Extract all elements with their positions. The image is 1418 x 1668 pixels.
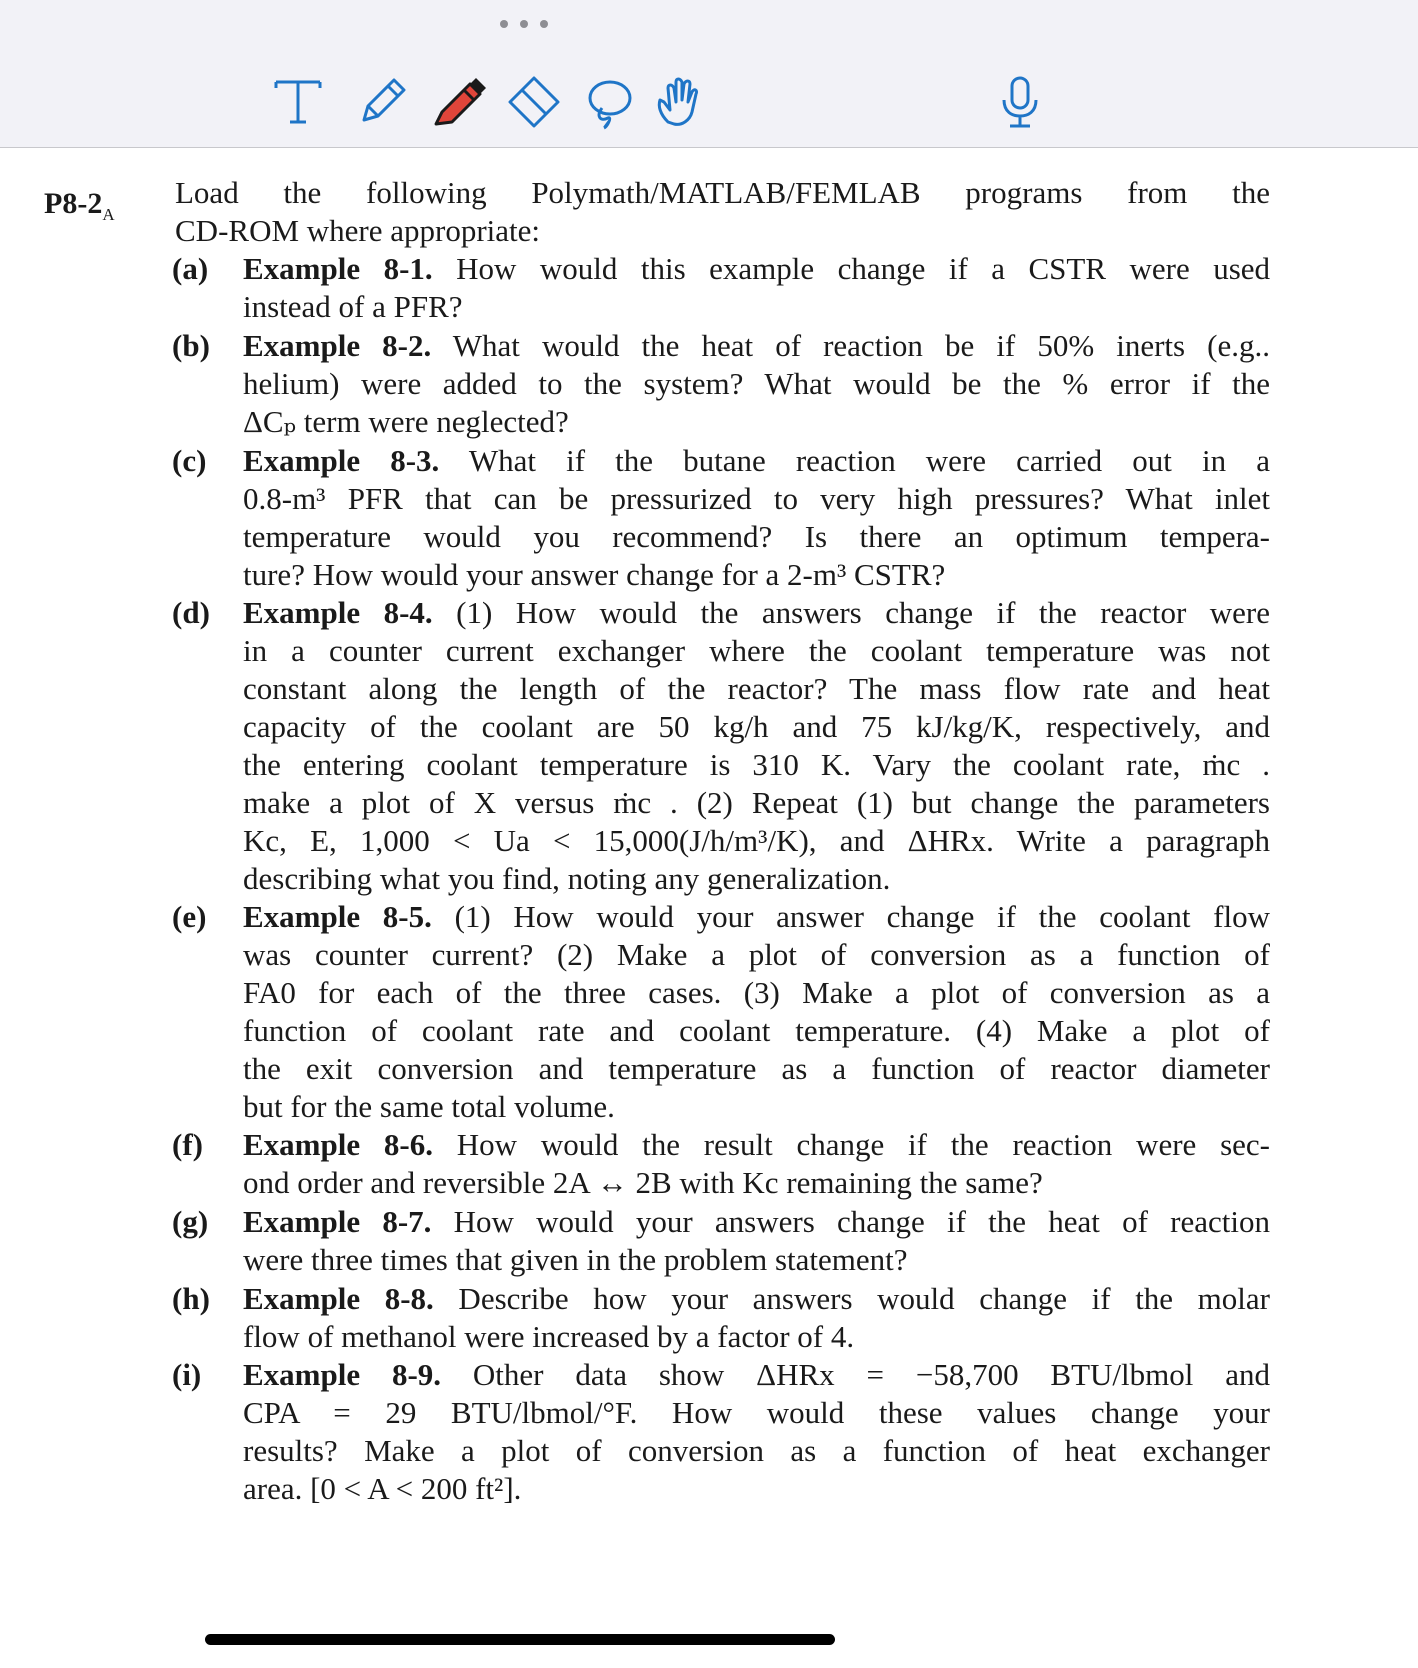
example-ref: Example 8-9. [243, 1357, 442, 1392]
example-ref: Example 8-6. [243, 1127, 433, 1162]
example-ref: Example 8-7. [243, 1204, 432, 1239]
eraser-icon [504, 72, 564, 132]
part-d-line-2: in a counter current exchanger where the coolant temperature was not [243, 633, 1270, 668]
part-e-line-4: function of coolant rate and coolant temperature. (4) Make a plot of [243, 1013, 1270, 1048]
intro-line-1: Load the following Polymath/MATLAB/FEMLAB programs from the [175, 175, 1270, 210]
part-c-line-1 [243, 441, 1270, 481]
example-ref: Example 8-4. [243, 595, 433, 630]
line-text: How would this example change if a CSTR were used [432, 251, 1271, 286]
line-text: How would the result change if the reaction were sec- [432, 1127, 1270, 1162]
part-e-label: (e) [172, 899, 207, 934]
part-b-line-3: ΔCₚ term were neglected? [243, 404, 569, 439]
line-text: Other data show ΔHRx = −58,700 BTU/lbmol and [441, 1357, 1270, 1392]
eraser-tool-button[interactable] [504, 72, 564, 132]
part-e-line-6: but for the same total volume. [243, 1089, 615, 1124]
part-d-line-1 [243, 593, 1270, 633]
part-g-line-1 [243, 1202, 1270, 1242]
part-a-line-1 [243, 249, 1270, 289]
example-ref: Example 8-1. [243, 251, 433, 286]
hand-tool-button[interactable] [650, 72, 710, 132]
document-page [0, 147, 1418, 1668]
ellipsis-icon[interactable] [500, 16, 548, 32]
part-f-line-2: ond order and reversible 2A ↔ 2B with Kc remaining the same? [243, 1165, 1043, 1200]
part-h-label: (h) [172, 1281, 210, 1316]
part-f-line-1 [243, 1125, 1270, 1165]
example-ref: Example 8-3. [243, 443, 440, 478]
microphone-tool-button[interactable] [990, 72, 1050, 132]
annotation-toolbar [0, 0, 1418, 148]
part-i-line-3: results? Make a plot of conversion as a function of heat exchanger [243, 1433, 1270, 1468]
part-i-line-1 [243, 1355, 1270, 1395]
microphone-icon [990, 72, 1050, 132]
line-text: (1) How would the answers change if the reactor were [432, 595, 1270, 630]
part-g-line-2: were three times that given in the problem statement? [243, 1242, 908, 1277]
part-i-label: (i) [172, 1357, 202, 1392]
lasso-icon [578, 72, 638, 132]
part-g-label: (g) [172, 1204, 209, 1239]
part-e-line-3: FA0 for each of the three cases. (3) Make a plot of conversion as a [243, 975, 1270, 1010]
part-d-line-7: Kc, E, 1,000 < Ua < 15,000(J/h/m³/K), and ΔHRx. Write a paragraph [243, 823, 1270, 858]
part-d-line-4: capacity of the coolant are 50 kg/h and 75 kJ/kg/K, respectively, and [243, 709, 1270, 744]
text-T-icon [268, 72, 328, 132]
intro-line-2: CD-ROM where appropriate: [175, 213, 541, 248]
pencil-icon [352, 72, 412, 132]
part-e-line-1 [243, 897, 1270, 937]
part-d-line-6: make a plot of X versus ṁc . (2) Repeat (1) but change the parameters [243, 785, 1270, 820]
example-ref: Example 8-8. [243, 1281, 434, 1316]
part-c-line-4: ture? How would your answer change for a 2-m³ CSTR? [243, 557, 946, 592]
problem-level: A [102, 205, 115, 224]
pencil-tool-button[interactable] [352, 72, 412, 132]
part-e-line-2: was counter current? (2) Make a plot of conversion as a function of [243, 937, 1270, 972]
part-b-line-1 [243, 326, 1270, 366]
line-text: What if the butane reaction were carried out in a [439, 443, 1270, 478]
part-e-line-5: the exit conversion and temperature as a function of reactor diameter [243, 1051, 1270, 1086]
part-i-line-2: CPA = 29 BTU/lbmol/°F. How would these values change your [243, 1395, 1270, 1430]
example-ref: Example 8-2. [243, 328, 432, 363]
part-h-line-2: flow of methanol were increased by a factor of 4. [243, 1319, 855, 1354]
hand-icon [650, 72, 710, 132]
part-d-line-5: the entering coolant temperature is 310 K. Vary the coolant rate, ṁc . [243, 747, 1270, 782]
highlighter-tool-button[interactable] [430, 72, 490, 132]
marker-icon [430, 72, 490, 132]
part-h-line-1 [243, 1279, 1270, 1319]
text-tool-button[interactable] [268, 72, 328, 132]
line-text: Describe how your answers would change if the molar [433, 1281, 1270, 1316]
problem-number [44, 187, 115, 225]
line-text: What would the heat of reaction be if 50% inerts (e.g.. [431, 328, 1271, 363]
home-indicator[interactable] [205, 1634, 835, 1645]
part-a-label: (a) [172, 251, 209, 286]
part-c-line-3: temperature would you recommend? Is there an optimum tempera- [243, 519, 1270, 554]
part-b-label: (b) [172, 328, 210, 363]
part-i-line-4: area. [0 < A < 200 ft²]. [243, 1471, 522, 1506]
example-ref: Example 8-5. [243, 899, 432, 934]
line-text: (1) How would your answer change if the coolant flow [431, 899, 1270, 934]
part-d-line-3: constant along the length of the reactor? The mass flow rate and heat [243, 671, 1270, 706]
part-b-line-2: helium) were added to the system? What would be the % error if the [243, 366, 1270, 401]
line-text: How would your answers change if the heat of reaction [431, 1204, 1271, 1239]
part-d-line-8: describing what you find, noting any generalization. [243, 861, 891, 896]
lasso-tool-button[interactable] [578, 72, 638, 132]
part-f-label: (f) [172, 1127, 203, 1162]
part-d-label: (d) [172, 595, 210, 630]
part-a-line-2: instead of a PFR? [243, 289, 463, 324]
part-c-line-2: 0.8-m³ PFR that can be pressurized to very high pressures? What inlet [243, 481, 1270, 516]
part-c-label: (c) [172, 443, 207, 478]
problem-number-text: P8-2 [44, 187, 103, 220]
